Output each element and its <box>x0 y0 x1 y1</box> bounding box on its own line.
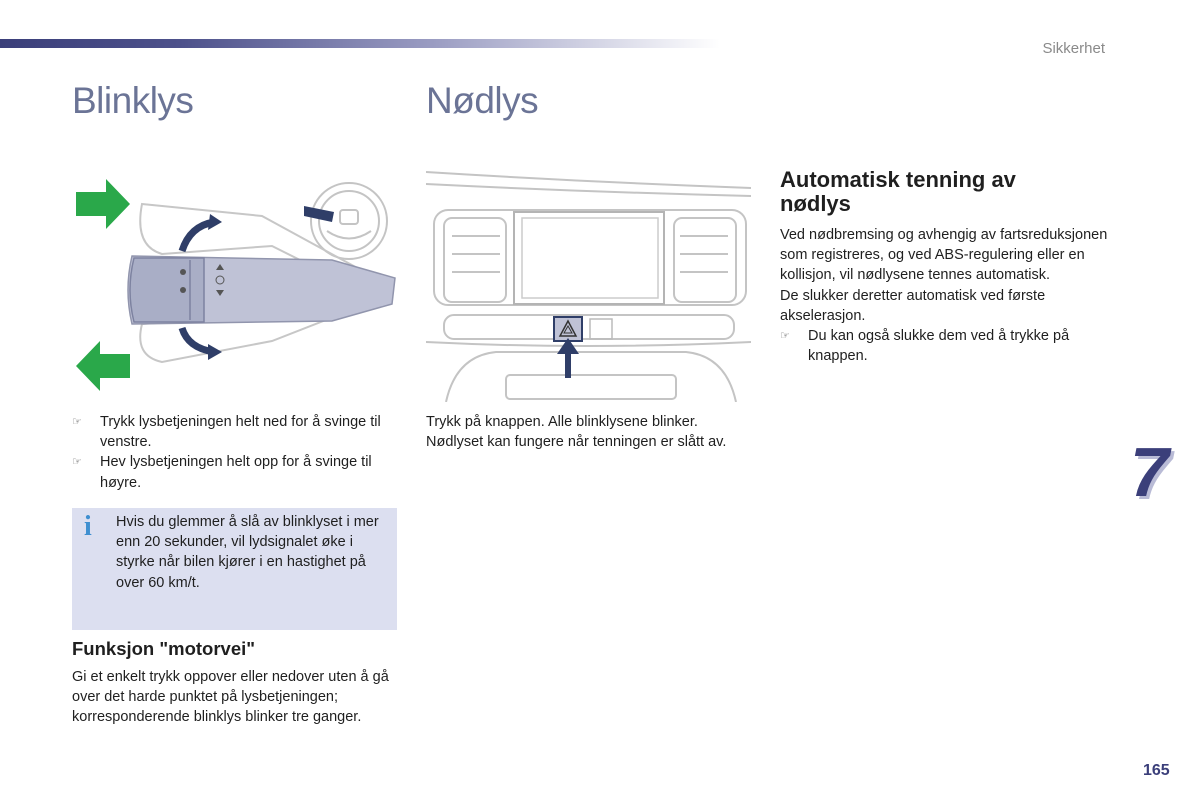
hazard-button-illustration <box>426 170 751 402</box>
hazard-caption-line-1: Trykk på knappen. Alle blinklysene blinker. <box>426 414 698 430</box>
pointing-hand-icon: ☞ <box>72 416 82 428</box>
list-item <box>72 412 397 452</box>
bullet-text-right-turn: Hev lysbetjeningen helt opp for å svinge til høyre. <box>100 454 372 491</box>
pointing-hand-icon: ☞ <box>780 330 790 343</box>
pointing-hand-icon: ☞ <box>72 456 82 469</box>
list-item <box>72 452 397 492</box>
hazard-caption <box>426 412 766 452</box>
info-text: Hvis du glemmer å slå av blinklyset i mer enn 20 sekunder, vil lydsignalet øke i styrke når bilen kjører i en hastighet på over 60 km/t. <box>116 514 379 591</box>
page-number: 165 <box>1143 762 1170 779</box>
motorway-text: Gi et enkelt trykk oppover eller nedover uten å gå over det harde punktet på lysbetjeningen; korresponderende blinklys blinker tre ganger. <box>72 669 389 726</box>
auto-hazard-bullet: Du kan også slukke dem ved å trykke på knappen. <box>808 328 1070 365</box>
turn-signal-stalk-illustration <box>72 176 397 400</box>
auto-hazard-heading-line-2: nødlys <box>780 191 851 216</box>
auto-hazard-para-2: De slukker deretter automatisk ved første akselerasjon. <box>780 287 1046 324</box>
auto-hazard-heading-line-1: Automatisk tenning av <box>780 167 1016 192</box>
list-item <box>780 326 1110 366</box>
info-icon: i <box>84 511 92 542</box>
page-title-blinklys: Blinklys <box>72 80 194 121</box>
auto-hazard-text <box>780 225 1110 366</box>
bullet-text-left-turn: Trykk lysbetjeningen helt ned for å svinge til venstre. <box>100 414 381 451</box>
page-title-nodlys: Nødlys <box>426 80 539 121</box>
turn-signal-instructions <box>72 412 397 493</box>
chapter-number: 7 <box>1130 433 1169 511</box>
motorway-heading: Funksjon "motorvei" <box>72 638 256 659</box>
header-bar <box>0 39 720 48</box>
auto-hazard-para-1: Ved nødbremsing og avhengig av fartsreduksjonen som registreres, og ved ABS-regulering eller en kollisjon, vil nødlysene tennes automatisk. <box>780 227 1108 284</box>
section-title: Sikkerhet <box>1042 40 1105 57</box>
auto-hazard-heading <box>780 168 1016 216</box>
hazard-caption-line-2: Nødlyset kan fungere når tenningen er slått av. <box>426 434 727 451</box>
